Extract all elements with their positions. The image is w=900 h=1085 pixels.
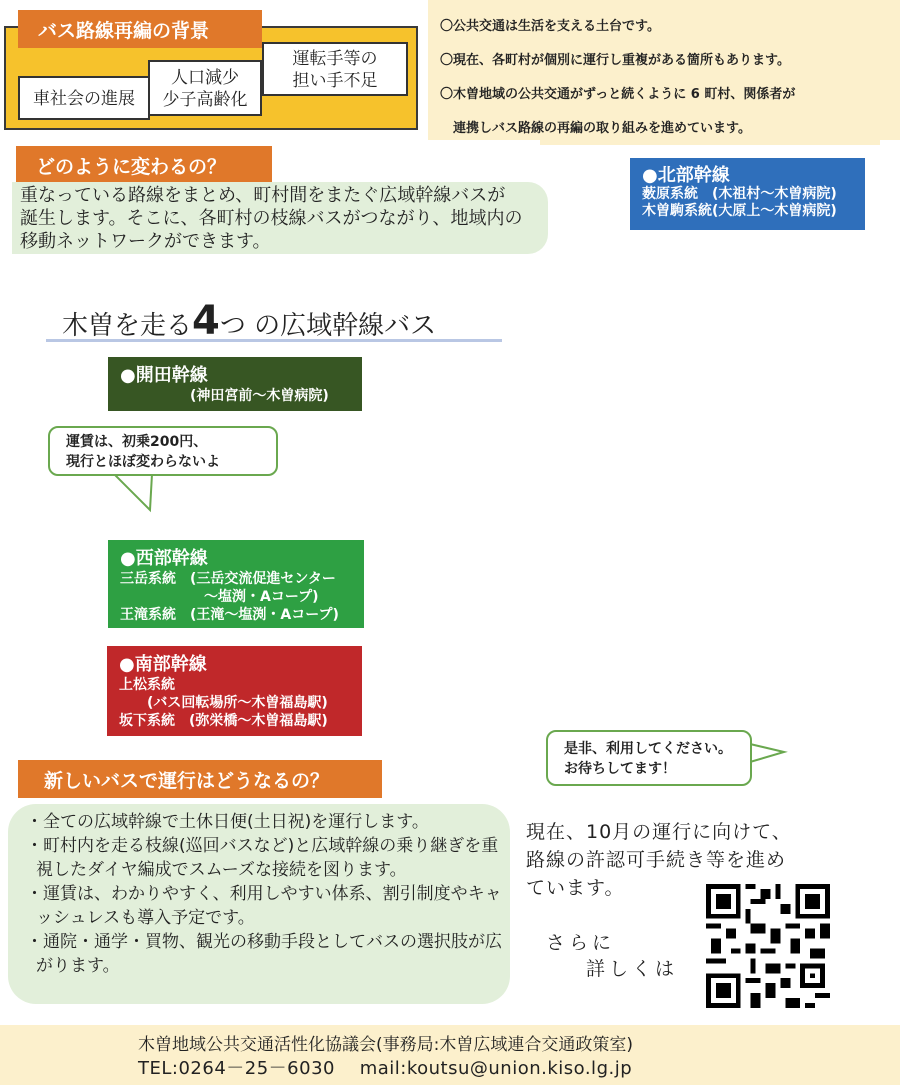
progress-line: 現在、10月の運行に向けて、 [526, 821, 792, 843]
background-heading: バス路線再編の背景 [18, 10, 262, 48]
factor-car-society: 車社会の進展 [18, 76, 150, 120]
footer-organization: 木曽地域公共交通活性化協議会(事務局:木曽広域連合交通政策室) [138, 1035, 633, 1055]
south-route-line: 上松系統 [119, 677, 175, 693]
speech-bubble-tail [748, 738, 788, 768]
west-route-line: ～塩渕・Aコープ) [120, 589, 319, 605]
list-item: ・町村内を走る枝線(巡回バスなど)と広域幹線の乗り継ぎを重視したダイヤ編成でスムーズな接続を図ります。 [26, 836, 499, 880]
kaida-trunk-card [108, 357, 362, 411]
list-item: ・運賃は、わかりやすく、利用しやすい体系、割引制度やキャッシュレスも導入予定です。 [26, 884, 502, 928]
new-bus-list [8, 804, 510, 1004]
new-bus-heading: 新しいバスで運行はどうなるの？ [18, 760, 382, 798]
intro-line: 〇現在、各町村が個別に運行し重複がある箇所もあります。 [440, 53, 790, 68]
intro-line: 〇公共交通は生活を支える土台です。 [440, 19, 660, 34]
north-trunk-card [630, 158, 865, 230]
factor-population: 人口減少 少子高齢化 [148, 60, 262, 116]
south-trunk-card [107, 646, 362, 736]
list-item: ・通院・通学・買物、観光の移動手段としてバスの選択肢が広がります。 [26, 932, 502, 976]
progress-line: 路線の許認可手続き等を進め [526, 849, 787, 871]
list-item: ・全ての広域幹線で土休日便(土日祝)を運行します。 [26, 812, 429, 832]
north-route-line: 木曽駒系統(大原上～木曽病院) [642, 203, 837, 219]
how-line: 重なっている路線をまとめ、町村間をまたぐ広域幹線バスが [20, 185, 506, 206]
wait-bubble-line: お待ちしてます！ [564, 761, 676, 777]
wait-bubble-line: 是非、利用してください。 [564, 741, 732, 757]
west-route-line: 三岳系統 (三岳交流促進センター [120, 571, 336, 587]
qr-code-icon[interactable] [706, 884, 830, 1008]
headline-pre: 木曽を走る [62, 311, 193, 341]
how-heading: どのように変わるの？ [16, 146, 272, 184]
factor-driver-shortage: 運転手等の 担い手不足 [262, 42, 408, 96]
more-info-label: 詳しくは [586, 958, 679, 980]
kaida-trunk-title: ●開田幹線 [120, 365, 208, 386]
west-trunk-title: ●西部幹線 [120, 548, 208, 569]
fare-bubble-line: 運賃は、初乗200円、 [66, 434, 208, 450]
headline-number: 4 [192, 298, 220, 344]
fare-speech-bubble [48, 426, 278, 476]
south-route-line: (バス回転場所～木曽福島駅) [119, 695, 328, 711]
west-route-line: 王滝系統 (王滝～塩渕・Aコープ) [120, 607, 339, 623]
wait-speech-bubble [546, 730, 752, 786]
headline-post: つ の広域幹線バス [219, 311, 437, 341]
north-trunk-title: ●北部幹線 [642, 165, 730, 186]
how-description [12, 182, 548, 254]
kaida-route-line: (神田宮前～木曽病院) [120, 388, 329, 404]
footer-contact[interactable]: TEL:0264－25－6030 mail:koutsu@union.kiso.lg.jp [138, 1058, 633, 1079]
more-info-label: さらに [546, 932, 616, 954]
intro-text [440, 10, 880, 146]
fare-bubble-line: 現行とほぼ変わらないよ [66, 454, 220, 470]
south-trunk-title: ●南部幹線 [119, 654, 207, 675]
speech-bubble-tail [100, 470, 180, 514]
how-line: 誕生します。そこに、各町村の枝線バスがつながり、地域内の [20, 208, 523, 229]
progress-line: ています。 [526, 877, 625, 899]
how-line: 移動ネットワークができます。 [20, 231, 271, 252]
intro-line: 連携しバス路線の再編の取り組みを進めています。 [440, 121, 751, 136]
west-trunk-card [108, 540, 364, 628]
south-route-line: 坂下系統 (弥栄橋～木曽福島駅) [119, 713, 328, 729]
intro-line: 〇木曽地域の公共交通がずっと続くように 6 町村、関係者が [440, 87, 796, 102]
north-route-line: 薮原系統 (木祖村～木曽病院) [642, 186, 837, 202]
trunk-headline [46, 292, 502, 342]
